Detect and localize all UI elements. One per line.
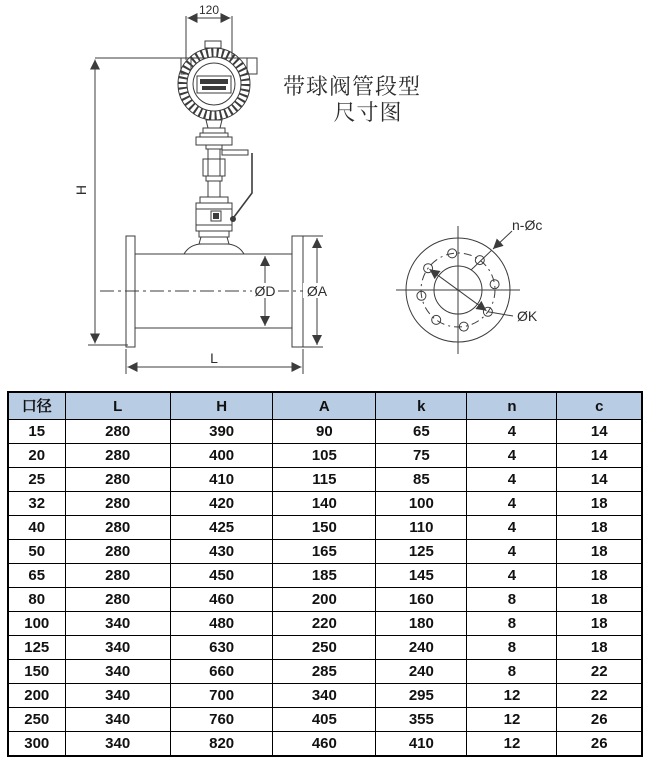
table-cell: 100 [8, 612, 65, 636]
table-cell: 280 [65, 540, 170, 564]
label-bolt-circle: ØK [517, 308, 538, 324]
table-cell: 340 [65, 660, 170, 684]
table-cell: 15 [8, 420, 65, 444]
table-cell: 280 [65, 468, 170, 492]
table-row [8, 708, 642, 732]
table-cell: 220 [273, 612, 376, 636]
table-cell: 390 [170, 420, 273, 444]
table-cell: 630 [170, 636, 273, 660]
header-A: A [273, 392, 376, 420]
table-cell: 420 [170, 492, 273, 516]
table-cell: 18 [557, 492, 642, 516]
table-cell: 340 [65, 636, 170, 660]
table-cell: 80 [8, 588, 65, 612]
table-cell: 22 [557, 660, 642, 684]
table-cell: 4 [467, 492, 557, 516]
table-cell: 340 [65, 708, 170, 732]
table-cell: 8 [467, 636, 557, 660]
table-cell: 125 [376, 540, 467, 564]
table-cell: 100 [376, 492, 467, 516]
table-row [8, 588, 642, 612]
flange-front-view [396, 226, 520, 354]
header-L: L [65, 392, 170, 420]
table-cell: 140 [273, 492, 376, 516]
table-cell: 26 [557, 708, 642, 732]
stem-fittings [196, 120, 248, 197]
table-cell: 280 [65, 420, 170, 444]
table-cell: 85 [376, 468, 467, 492]
table-cell: 460 [273, 732, 376, 757]
table-cell: 280 [65, 564, 170, 588]
table-body [8, 420, 642, 757]
table-cell: 340 [65, 732, 170, 757]
table-cell: 200 [8, 684, 65, 708]
table-cell: 285 [273, 660, 376, 684]
table-cell: 12 [467, 732, 557, 757]
table-cell: 425 [170, 516, 273, 540]
table-cell: 340 [65, 684, 170, 708]
table-cell: 26 [557, 732, 642, 757]
table-cell: 180 [376, 612, 467, 636]
dim-label-H: H [73, 184, 89, 196]
header-c: c [557, 392, 642, 420]
table-cell: 90 [273, 420, 376, 444]
table-row [8, 684, 642, 708]
table-cell: 12 [467, 708, 557, 732]
table-cell: 25 [8, 468, 65, 492]
table-cell: 50 [8, 540, 65, 564]
table-cell: 4 [467, 516, 557, 540]
pipe-section [100, 236, 320, 347]
table-cell: 280 [65, 588, 170, 612]
table-cell: 410 [376, 732, 467, 757]
table-cell: 4 [467, 564, 557, 588]
table-cell: 200 [273, 588, 376, 612]
table-row [8, 516, 642, 540]
table-cell: 160 [376, 588, 467, 612]
table-row [8, 564, 642, 588]
table-cell: 280 [65, 492, 170, 516]
table-cell: 280 [65, 516, 170, 540]
table-row [8, 468, 642, 492]
table-cell: 450 [170, 564, 273, 588]
table-cell: 65 [8, 564, 65, 588]
label-bolt-holes: n-Øc [512, 217, 543, 233]
header-H: H [170, 392, 273, 420]
table-cell: 18 [557, 612, 642, 636]
table-cell: 8 [467, 612, 557, 636]
table-cell: 20 [8, 444, 65, 468]
leader-bolt-holes [471, 231, 512, 270]
table-cell: 150 [273, 516, 376, 540]
table-cell: 115 [273, 468, 376, 492]
table-cell: 355 [376, 708, 467, 732]
flowmeter-side-view [88, 16, 331, 374]
table-cell: 300 [8, 732, 65, 757]
table-cell: 185 [273, 564, 376, 588]
table-cell: 700 [170, 684, 273, 708]
table-cell: 12 [467, 684, 557, 708]
table-cell: 165 [273, 540, 376, 564]
table-row [8, 492, 642, 516]
table-cell: 14 [557, 468, 642, 492]
table-cell: 40 [8, 516, 65, 540]
table-row [8, 660, 642, 684]
ball-valve [184, 153, 252, 254]
table-cell: 4 [467, 444, 557, 468]
table-cell: 22 [557, 684, 642, 708]
table-cell: 240 [376, 660, 467, 684]
table-cell: 280 [65, 444, 170, 468]
dim-120 [186, 16, 232, 60]
table-cell: 18 [557, 588, 642, 612]
table-header-row [8, 392, 642, 420]
dim-label-flange-od: ØA [306, 283, 328, 299]
table-cell: 480 [170, 612, 273, 636]
dimension-table [7, 391, 643, 757]
lcd-display [197, 76, 231, 93]
table-row [8, 444, 642, 468]
table-cell: 18 [557, 540, 642, 564]
dim-label-bore: ØD [254, 283, 276, 299]
table-cell: 4 [467, 468, 557, 492]
table-cell: 250 [8, 708, 65, 732]
dim-bolt-circle-k [430, 269, 514, 316]
table-row [8, 732, 642, 757]
drawing-title-line2: 尺寸图 [333, 100, 403, 125]
table-cell: 240 [376, 636, 467, 660]
table-row [8, 540, 642, 564]
table-cell: 105 [273, 444, 376, 468]
table-cell: 110 [376, 516, 467, 540]
table-cell: 18 [557, 636, 642, 660]
transmitter-head [178, 41, 257, 120]
valve-handle [234, 153, 252, 217]
table-cell: 145 [376, 564, 467, 588]
table-cell: 400 [170, 444, 273, 468]
drawing-title-line1: 带球阀管段型 [282, 74, 422, 99]
table-cell: 660 [170, 660, 273, 684]
table-cell: 125 [8, 636, 65, 660]
table-cell: 32 [8, 492, 65, 516]
table-cell: 75 [376, 444, 467, 468]
table-row [8, 612, 642, 636]
table-cell: 405 [273, 708, 376, 732]
table-cell: 14 [557, 444, 642, 468]
table-row [8, 636, 642, 660]
dim-label-120: 120 [198, 3, 220, 17]
table-cell: 340 [273, 684, 376, 708]
table-cell: 14 [557, 420, 642, 444]
table-cell: 430 [170, 540, 273, 564]
table-cell: 8 [467, 588, 557, 612]
table-cell: 4 [467, 540, 557, 564]
table-cell: 295 [376, 684, 467, 708]
table-cell: 760 [170, 708, 273, 732]
header-k: k [376, 392, 467, 420]
table-cell: 410 [170, 468, 273, 492]
table-cell: 340 [65, 612, 170, 636]
table-cell: 460 [170, 588, 273, 612]
table-row [8, 420, 642, 444]
dim-label-L: L [210, 350, 218, 366]
table-cell: 18 [557, 564, 642, 588]
table-cell: 8 [467, 660, 557, 684]
table-cell: 820 [170, 732, 273, 757]
header-diameter: 口径 [8, 392, 65, 420]
table-cell: 65 [376, 420, 467, 444]
table-cell: 18 [557, 516, 642, 540]
table-cell: 250 [273, 636, 376, 660]
table-cell: 4 [467, 420, 557, 444]
header-n: n [467, 392, 557, 420]
table-cell: 150 [8, 660, 65, 684]
